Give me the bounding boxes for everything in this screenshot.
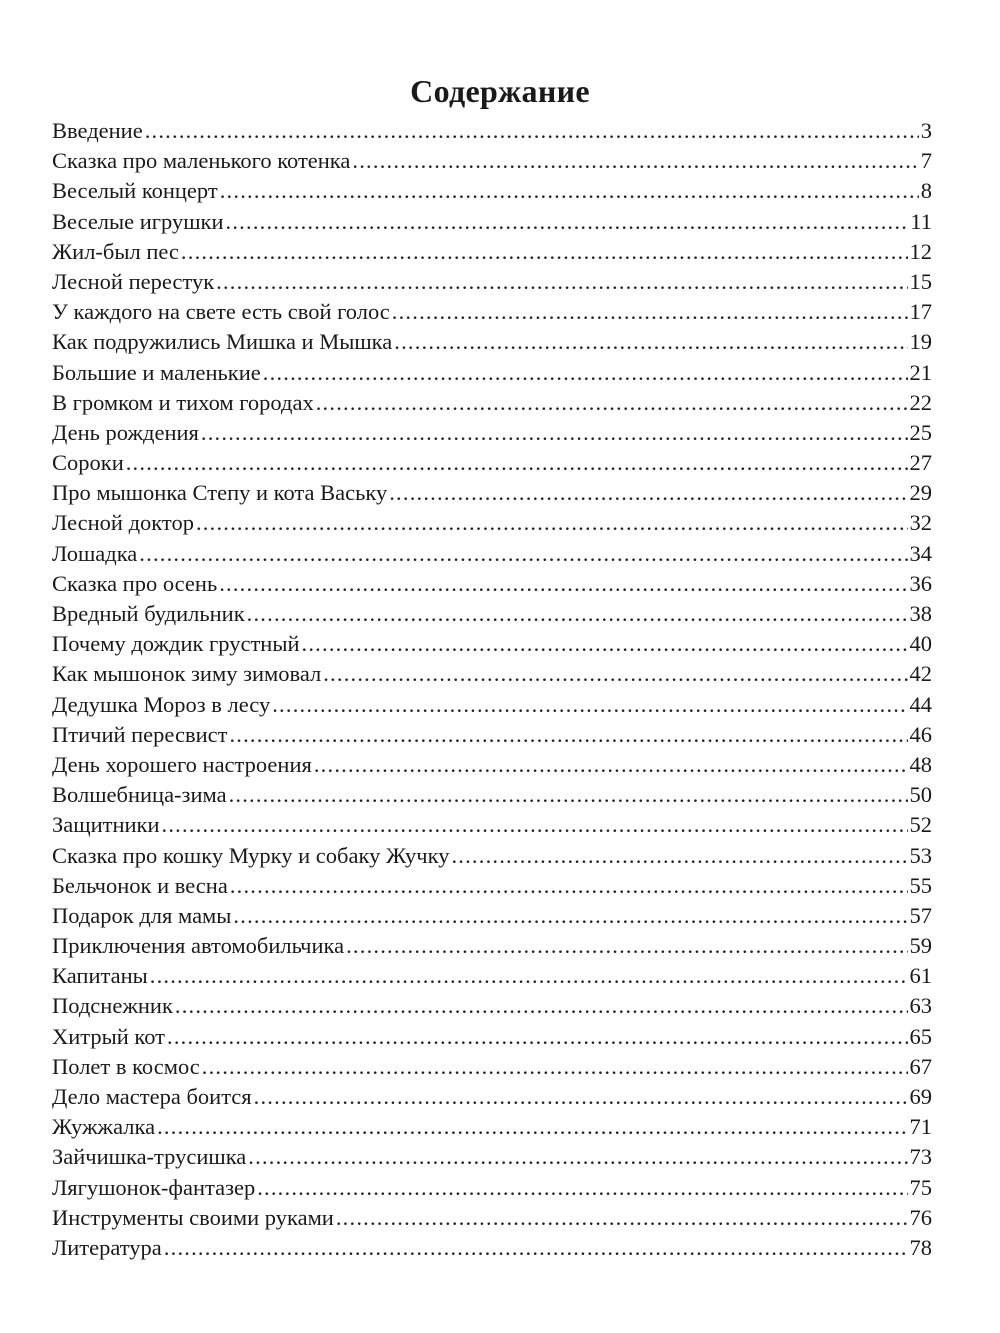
- toc-entry-page-number: 50: [909, 782, 932, 808]
- toc-entry-page-number: 69: [909, 1084, 932, 1109]
- toc-entry: [52, 961, 932, 991]
- toc-entry-page-number: 52: [909, 812, 932, 838]
- toc-entry-page-number: 61: [909, 963, 932, 989]
- toc-entry-page-number: 7: [920, 148, 932, 174]
- dot-leader: [175, 991, 908, 1021]
- toc-entry: [52, 720, 932, 750]
- toc-entry-title: Сороки: [52, 450, 124, 476]
- dot-leader: [157, 1112, 907, 1142]
- toc-entry: [52, 297, 932, 327]
- dot-leader: [181, 237, 908, 267]
- dot-leader: [139, 539, 907, 569]
- toc-entry: [52, 327, 932, 357]
- dot-leader: [392, 297, 908, 327]
- dot-leader: [248, 1142, 907, 1172]
- toc-entry-page-number: 67: [909, 1053, 932, 1079]
- dot-leader: [316, 388, 908, 418]
- toc-entry-title: Капитаны: [52, 963, 148, 989]
- toc-entry-title: У каждого на свете есть свой голос: [52, 299, 390, 325]
- toc-entry: [52, 810, 932, 840]
- toc-entry-page-number: 17: [909, 299, 932, 325]
- toc-entry-title: В громком и тихом городах: [52, 389, 314, 415]
- dot-leader: [302, 629, 908, 659]
- dot-leader: [230, 871, 908, 901]
- toc-entry-title: Птичий пересвист: [52, 721, 228, 747]
- dot-leader: [226, 207, 909, 237]
- toc-entry: [52, 1142, 932, 1172]
- toc-entry-title: Большие и маленькие: [52, 359, 261, 385]
- dot-leader: [162, 810, 908, 840]
- toc-entry: [52, 358, 932, 388]
- toc-entry-title: Лесной доктор: [52, 510, 194, 536]
- toc-entry-title: Жужжалка: [52, 1114, 156, 1140]
- toc-entry-title: Бельчонок и весна: [52, 872, 228, 898]
- toc-entry: [52, 1022, 932, 1052]
- toc-entry-title: Полет в космос: [52, 1053, 200, 1079]
- toc-entry-page-number: 15: [909, 268, 932, 294]
- dot-leader: [201, 418, 908, 448]
- dot-leader: [126, 448, 908, 478]
- toc-entry-title: Про мышонка Степу и кота Ваську: [52, 480, 388, 506]
- toc-entry-page-number: 40: [909, 631, 932, 657]
- toc-entry-page-number: 75: [909, 1174, 932, 1200]
- toc-entry: [52, 780, 932, 810]
- toc-entry-page-number: 63: [909, 993, 932, 1019]
- toc-entry: [52, 116, 932, 146]
- toc-entry: [52, 539, 932, 569]
- dot-leader: [220, 176, 919, 206]
- toc-entry: [52, 599, 932, 629]
- dot-leader: [254, 1082, 908, 1112]
- toc-entry-title: Дело мастера боится: [52, 1084, 252, 1109]
- toc-entry: [52, 508, 932, 538]
- toc-entry-page-number: 34: [909, 540, 932, 566]
- toc-entry-title: Как мышонок зиму зимовал: [52, 661, 322, 687]
- toc-entry: [52, 1173, 932, 1203]
- toc-entry-title: Дедушка Мороз в лесу: [52, 691, 271, 717]
- toc-entry-page-number: 19: [909, 329, 932, 355]
- toc-entry-title: Подарок для мамы: [52, 902, 232, 928]
- toc-entry-title: Инструменты своими руками: [52, 1204, 334, 1230]
- toc-entry: [52, 388, 932, 418]
- toc-entry: [52, 750, 932, 780]
- toc-entry-page-number: 42: [909, 661, 932, 687]
- toc-entry-title: Жил-был пес: [52, 238, 179, 264]
- toc-entry: [52, 1233, 932, 1263]
- toc-entry-title: Веселые игрушки: [52, 208, 224, 234]
- toc-entry: [52, 991, 932, 1021]
- toc-entry-title: Защитники: [52, 812, 160, 838]
- toc-entry: [52, 901, 932, 931]
- toc-entry-title: Лесной перестук: [52, 268, 215, 294]
- toc-entry-page-number: 65: [909, 1023, 932, 1049]
- page-title: Содержание: [410, 73, 590, 110]
- toc-entry-title: Хитрый кот: [52, 1023, 166, 1049]
- dot-leader: [167, 1022, 907, 1052]
- dot-leader: [346, 931, 907, 961]
- toc-entry-title: День рождения: [52, 419, 199, 445]
- toc-entry: [52, 1052, 932, 1082]
- toc-entry-page-number: 21: [909, 359, 932, 385]
- dot-leader: [247, 599, 908, 629]
- toc-entry-title: Подснежник: [52, 993, 173, 1019]
- toc-entry-page-number: 71: [909, 1114, 932, 1140]
- toc-entry: [52, 267, 932, 297]
- toc-entry-title: Сказка про осень: [52, 570, 218, 596]
- toc-entry-title: Сказка про кошку Мурку и собаку Жучку: [52, 842, 450, 868]
- toc-entry-page-number: 25: [909, 419, 932, 445]
- toc-entry-title: Волшебница-зима: [52, 782, 227, 808]
- toc-entry: [52, 1203, 932, 1233]
- dot-leader: [229, 780, 908, 810]
- toc-entry-page-number: 53: [909, 842, 932, 868]
- dot-leader: [272, 690, 907, 720]
- dot-leader: [202, 1052, 908, 1082]
- toc-entry: [52, 569, 932, 599]
- toc-entry-page-number: 78: [909, 1234, 932, 1260]
- toc-entry-title: Сказка про маленького котенка: [52, 148, 351, 174]
- dot-leader: [389, 478, 907, 508]
- toc-entry-title: Лошадка: [52, 540, 138, 566]
- dot-leader: [451, 841, 907, 871]
- toc-entry: [52, 448, 932, 478]
- toc-entry: [52, 176, 932, 206]
- toc-entry-page-number: 55: [909, 872, 932, 898]
- toc-entry: [52, 871, 932, 901]
- toc-entry-page-number: 3: [920, 118, 932, 143]
- toc-entry-page-number: 38: [909, 601, 932, 626]
- dot-leader: [352, 146, 918, 176]
- toc-entry: [52, 690, 932, 720]
- toc-entry-page-number: 12: [909, 238, 932, 264]
- toc-entry: [52, 207, 932, 237]
- toc-entry-title: Приключения автомобильчика: [52, 933, 345, 959]
- toc-entry-page-number: 8: [920, 178, 932, 204]
- toc-entry-page-number: 27: [909, 450, 932, 476]
- toc-entry-title: Вредный будильник: [52, 601, 245, 626]
- toc-entry-title: Зайчишка-трусишка: [52, 1144, 247, 1170]
- toc-entry: [52, 418, 932, 448]
- dot-leader: [394, 327, 907, 357]
- toc-entry: [52, 237, 932, 267]
- dot-leader: [314, 750, 908, 780]
- toc-entry: [52, 1082, 932, 1112]
- toc-entry-page-number: 32: [909, 510, 932, 536]
- toc-entry-title: Как подружились Мишка и Мышка: [52, 329, 393, 355]
- dot-leader: [229, 720, 907, 750]
- toc-entry-page-number: 36: [909, 570, 932, 596]
- toc-entry: [52, 478, 932, 508]
- toc-entry-page-number: 29: [909, 480, 932, 506]
- toc-entry-title: День хорошего настроения: [52, 751, 312, 777]
- toc-entry: [52, 659, 932, 689]
- dot-leader: [263, 358, 908, 388]
- toc-entry-page-number: 11: [910, 208, 932, 234]
- dot-leader: [257, 1173, 907, 1203]
- toc-entry: [52, 841, 932, 871]
- toc-entry: [52, 1112, 932, 1142]
- dot-leader: [336, 1203, 908, 1233]
- toc-entry: [52, 146, 932, 176]
- toc-entry: [52, 629, 932, 659]
- dot-leader: [233, 901, 907, 931]
- toc-entry-title: Литература: [52, 1234, 162, 1260]
- toc-entry-title: Почему дождик грустный: [52, 631, 300, 657]
- dot-leader: [164, 1233, 908, 1263]
- toc-entry-page-number: 76: [909, 1204, 932, 1230]
- toc-entry-title: Введение: [52, 118, 143, 143]
- dot-leader: [219, 569, 907, 599]
- toc-entry: [52, 931, 932, 961]
- table-of-contents: [52, 116, 932, 1263]
- dot-leader: [150, 961, 908, 991]
- toc-entry-title: Лягушонок-фантазер: [52, 1174, 256, 1200]
- toc-entry-page-number: 22: [909, 389, 932, 415]
- toc-entry-page-number: 73: [909, 1144, 932, 1170]
- toc-entry-page-number: 48: [909, 751, 932, 777]
- dot-leader: [196, 508, 908, 538]
- toc-entry-page-number: 57: [909, 902, 932, 928]
- toc-entry-title: Веселый концерт: [52, 178, 218, 204]
- toc-entry-page-number: 46: [909, 721, 932, 747]
- dot-leader: [323, 659, 907, 689]
- dot-leader: [216, 267, 907, 297]
- toc-entry-page-number: 44: [909, 691, 932, 717]
- dot-leader: [145, 116, 919, 146]
- toc-entry-page-number: 59: [909, 933, 932, 959]
